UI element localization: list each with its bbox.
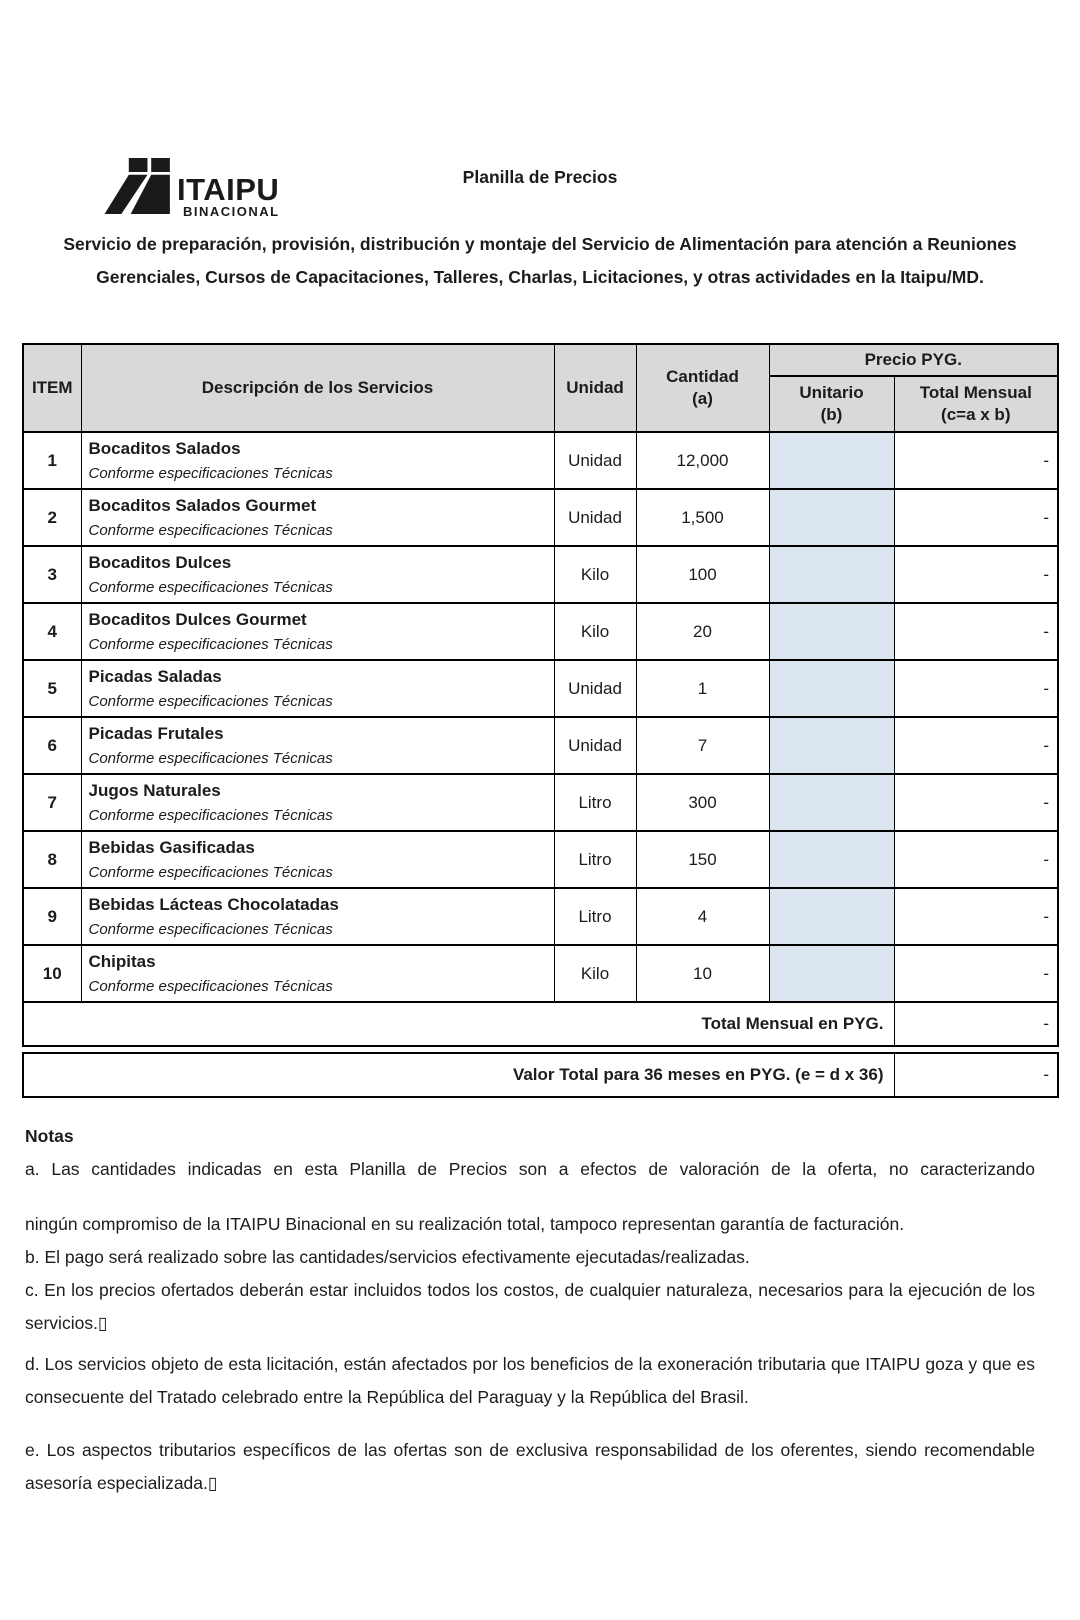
unit-cell: Unidad	[554, 717, 636, 774]
service-name: Bebidas Gasificadas	[88, 837, 255, 857]
service-name: Bocaditos Salados Gourmet	[88, 495, 317, 515]
service-description-cell	[81, 831, 554, 888]
col-header-price-group: Precio PYG.	[769, 344, 1058, 376]
service-spec: Conforme especificaciones Técnicas	[88, 920, 333, 938]
unit-price-cell	[769, 603, 894, 660]
quantity-cell: 300	[636, 774, 769, 831]
col-header-unit-price: Unitario (b)	[769, 376, 894, 432]
item-number: 10	[23, 945, 81, 1002]
service-description-cell	[81, 603, 554, 660]
price-table	[22, 343, 1059, 1047]
grand-total-label: Valor Total para 36 meses en PYG. (e = d x 36)	[23, 1053, 894, 1097]
total-monthly-cell: -	[894, 432, 1058, 489]
note-paragraph-b: b. El pago será realizado sobre las cantidades/servicios efectivamente ejecutadas/realizadas.	[25, 1247, 750, 1267]
service-spec: Conforme especificaciones Técnicas	[88, 635, 333, 653]
service-name: Bebidas Lácteas Chocolatadas	[88, 894, 339, 914]
quantity-cell: 100	[636, 546, 769, 603]
quantity-cell: 150	[636, 831, 769, 888]
document-subtitle: Servicio de preparación, provisión, distribución y montaje del Servicio de Alimentación para atención a Reuniones Gerenciales, Cursos de Capacitaciones, Talleres, Charlas, Licitaciones, y otras actividades en la Itaipu/MD.	[63, 234, 1017, 287]
service-name: Picadas Frutales	[88, 723, 224, 743]
service-spec: Conforme especificaciones Técnicas	[88, 692, 333, 710]
notes-section	[25, 1120, 1035, 1500]
service-description-cell	[81, 546, 554, 603]
header-row-1	[23, 344, 1058, 376]
quantity-cell: 1	[636, 660, 769, 717]
grand-total-table	[22, 1052, 1059, 1098]
grand-total-row	[23, 1053, 1058, 1097]
table-row	[23, 831, 1058, 888]
unit-cell: Unidad	[554, 660, 636, 717]
quantity-cell: 1,500	[636, 489, 769, 546]
table-row	[23, 603, 1058, 660]
unit-cell: Unidad	[554, 489, 636, 546]
service-description-cell	[81, 945, 554, 1002]
page-title: Planilla de Precios	[462, 167, 618, 187]
service-name: Picadas Saladas	[88, 666, 222, 686]
col-header-total-monthly: Total Mensual (c=a x b)	[894, 376, 1058, 432]
service-description-cell	[81, 660, 554, 717]
service-name: Chipitas	[88, 951, 156, 971]
notes-heading: Notas	[25, 1126, 74, 1146]
unit-cell: Kilo	[554, 546, 636, 603]
item-number: 5	[23, 660, 81, 717]
quantity-cell: 4	[636, 888, 769, 945]
service-name: Bocaditos Dulces Gourmet	[88, 609, 307, 629]
total-monthly-cell: -	[894, 774, 1058, 831]
item-number: 4	[23, 603, 81, 660]
service-description-cell	[81, 774, 554, 831]
unit-price-cell	[769, 546, 894, 603]
logo-name: ITAIPU	[177, 172, 280, 207]
item-number: 1	[23, 432, 81, 489]
unit-price-cell	[769, 831, 894, 888]
item-number: 8	[23, 831, 81, 888]
unit-price-cell	[769, 774, 894, 831]
unit-price-cell	[769, 888, 894, 945]
item-number: 2	[23, 489, 81, 546]
unit-price-cell	[769, 945, 894, 1002]
table-body	[23, 432, 1058, 1002]
unit-price-cell	[769, 432, 894, 489]
total-monthly-cell: -	[894, 717, 1058, 774]
item-number: 7	[23, 774, 81, 831]
service-name: Bocaditos Salados	[88, 438, 241, 458]
item-number: 9	[23, 888, 81, 945]
unit-price-cell	[769, 717, 894, 774]
col-header-description: Descripción de los Servicios	[81, 344, 554, 432]
service-name: Jugos Naturales	[88, 780, 221, 800]
unit-cell: Kilo	[554, 945, 636, 1002]
total-monthly-value: -	[894, 1002, 1058, 1046]
grand-total-value: -	[894, 1053, 1058, 1097]
service-spec: Conforme especificaciones Técnicas	[88, 749, 333, 767]
col-header-unit: Unidad	[554, 344, 636, 432]
service-description-cell	[81, 489, 554, 546]
service-spec: Conforme especificaciones Técnicas	[88, 578, 333, 596]
note-paragraph-d: d. Los servicios objeto de esta licitación, están afectados por los beneficios de la exoneración tributaria que ITAIPU goza y que es consecuente del Tratado celebrado entre la República del Paraguay y la República del Brasil.	[25, 1354, 1035, 1407]
unit-cell: Kilo	[554, 603, 636, 660]
note-paragraph-c: c. En los precios ofertados deberán estar incluidos todos los costos, de cualquier naturaleza, necesarios para la ejecución de los servicios.▯	[25, 1280, 1035, 1333]
service-description-cell	[81, 888, 554, 945]
total-monthly-label: Total Mensual en PYG.	[23, 1002, 894, 1046]
service-description-cell	[81, 432, 554, 489]
unit-price-cell	[769, 489, 894, 546]
quantity-cell: 10	[636, 945, 769, 1002]
col-header-item: ITEM	[23, 344, 81, 432]
quantity-cell: 20	[636, 603, 769, 660]
logo-subname: BINACIONAL	[183, 204, 280, 219]
total-monthly-cell: -	[894, 603, 1058, 660]
unit-cell: Litro	[554, 831, 636, 888]
note-paragraph-a1: a. Las cantidades indicadas en esta Planilla de Precios son a efectos de valoración de la oferta, no caracterizando	[25, 1159, 1035, 1179]
unit-cell: Unidad	[554, 432, 636, 489]
table-row	[23, 660, 1058, 717]
table-row	[23, 945, 1058, 1002]
item-number: 3	[23, 546, 81, 603]
service-name: Bocaditos Dulces	[88, 552, 232, 572]
col-header-quantity: Cantidad (a)	[636, 344, 769, 432]
quantity-cell: 7	[636, 717, 769, 774]
service-description-cell	[81, 717, 554, 774]
notes-body	[25, 1153, 1035, 1500]
total-monthly-row	[23, 1002, 1058, 1046]
total-monthly-cell: -	[894, 489, 1058, 546]
price-table-section	[22, 343, 1057, 1098]
unit-price-cell	[769, 660, 894, 717]
table-row	[23, 888, 1058, 945]
total-monthly-cell: -	[894, 660, 1058, 717]
item-number: 6	[23, 717, 81, 774]
total-monthly-cell: -	[894, 888, 1058, 945]
table-row	[23, 546, 1058, 603]
quantity-cell: 12,000	[636, 432, 769, 489]
unit-cell: Litro	[554, 888, 636, 945]
note-paragraph-e: e. Los aspectos tributarios específicos de las ofertas son de exclusiva responsabilidad de los oferentes, siendo recomendable asesoría especializada.▯	[25, 1440, 1035, 1493]
total-monthly-cell: -	[894, 831, 1058, 888]
table-row	[23, 432, 1058, 489]
total-monthly-cell: -	[894, 945, 1058, 1002]
unit-cell: Litro	[554, 774, 636, 831]
service-spec: Conforme especificaciones Técnicas	[88, 521, 333, 539]
note-paragraph-a2: ningún compromiso de la ITAIPU Binacional en su realización total, tampoco representan garantía de facturación.	[25, 1214, 905, 1234]
service-spec: Conforme especificaciones Técnicas	[88, 806, 333, 824]
table-row	[23, 774, 1058, 831]
table-row	[23, 717, 1058, 774]
service-spec: Conforme especificaciones Técnicas	[88, 464, 333, 482]
total-monthly-cell: -	[894, 546, 1058, 603]
service-spec: Conforme especificaciones Técnicas	[88, 977, 333, 995]
table-row	[23, 489, 1058, 546]
service-spec: Conforme especificaciones Técnicas	[88, 863, 333, 881]
